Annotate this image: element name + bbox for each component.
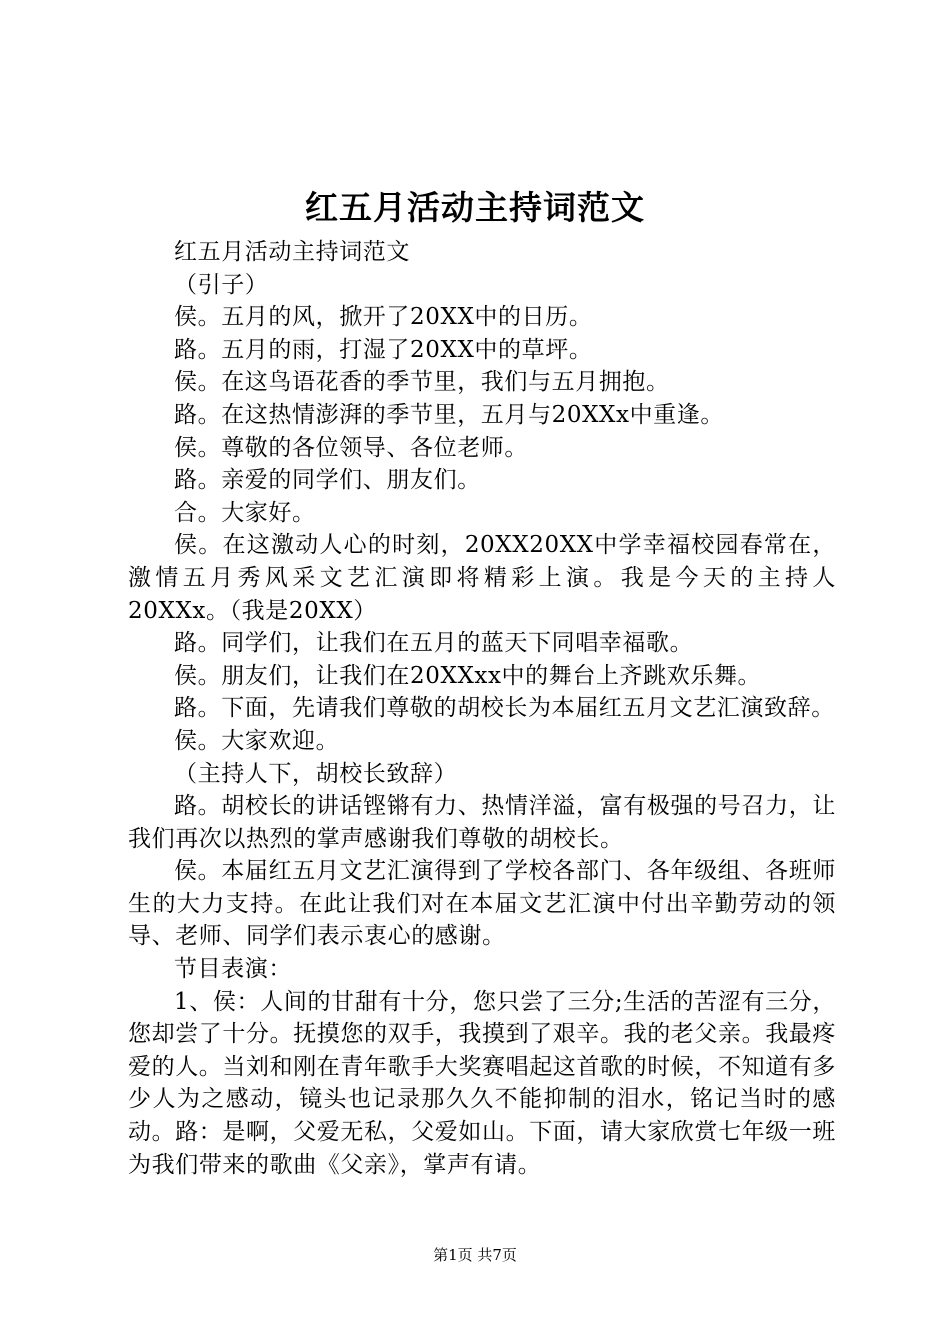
paragraph: （引子） <box>174 271 269 298</box>
paragraph: 路。胡校长的讲话铿锵有力、热情洋溢，富有极强的号召力，让我们再次以热烈的掌声感谢我们尊敬的胡校长。 <box>128 793 836 852</box>
page-number-footer: 第1页 共7页 <box>433 1246 517 1264</box>
paragraph: 路。下面，先请我们尊敬的胡校长为本届红五月文艺汇演致辞。 <box>174 695 835 722</box>
paragraph: 路。同学们，让我们在五月的蓝天下同唱幸福歌。 <box>174 630 694 657</box>
paragraph: 侯。本届红五月文艺汇演得到了学校各部门、各年级组、各班师生的大力支持。在此让我们对在本届文艺汇演中付出辛勤劳动的领导、老师、同学们表示衷心的感谢。 <box>128 858 836 950</box>
paragraph: 节目表演： <box>174 956 292 983</box>
paragraph: 侯。在这鸟语花香的季节里，我们与五月拥抱。 <box>174 369 670 396</box>
document-body <box>128 236 836 1181</box>
paragraph: 红五月活动主持词范文 <box>174 239 410 265</box>
paragraph: （主持人下，胡校长致辞） <box>174 760 458 787</box>
paragraph: 1、侯：人间的甘甜有十分，您只尝了三分;生活的苦涩有三分，您却尝了十分。抚摸您的双手，我摸到了艰辛。我的老父亲。我最疼爱的人。当刘和刚在青年歌手大奖赛唱起这首歌的时候，不知道有多少人为之感动，镜头也记录那久久不能抑制的泪水，铭记当时的感动。路：是啊，父爱无私，父爱如山。下面，请大家欣赏七年级一班为我们带来的歌曲《父亲》，掌声有请。 <box>128 988 836 1178</box>
paragraph: 侯。尊敬的各位领导、各位老师。 <box>174 434 528 461</box>
document-title: 红五月活动主持词范文 <box>305 188 645 227</box>
paragraph: 侯。在这激动人心的时刻，20XX20XX中学幸福校园春常在，激情五月秀风采文艺汇演即将精彩上演。我是今天的主持人20XXx。（我是20XX） <box>128 532 836 624</box>
paragraph: 合。大家好。 <box>174 499 316 526</box>
paragraph: 路。在这热情澎湃的季节里，五月与20XXx中重逢。 <box>174 401 724 428</box>
paragraph: 侯。五月的风，掀开了20XX中的日历。 <box>174 304 593 331</box>
paragraph: 路。五月的雨，打湿了20XX中的草坪。 <box>174 336 593 363</box>
paragraph: 侯。朋友们，让我们在20XXxx中的舞台上齐跳欢乐舞。 <box>174 662 762 689</box>
paragraph: 侯。大家欢迎。 <box>174 727 340 754</box>
paragraph: 路。亲爱的同学们、朋友们。 <box>174 467 481 494</box>
